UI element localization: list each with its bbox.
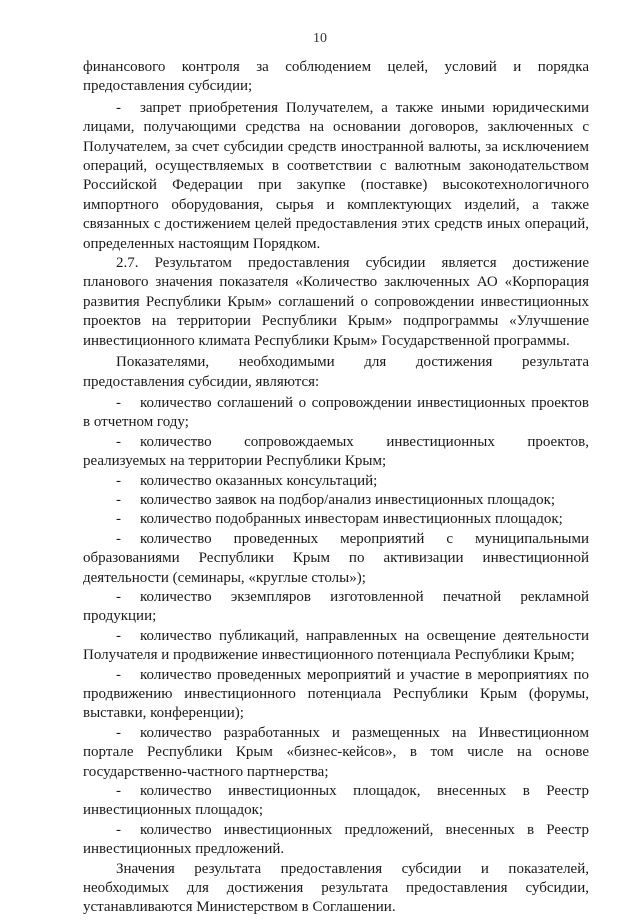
list-item-text: количество проведенных мероприятий и участие в мероприятиях по продвижению инвестиционного потенциала Республики Крым (форумы, выставки, конференции);: [83, 666, 589, 722]
paragraph-indicators: Показателями, необходимыми для достижения результата предоставления субсидии, являются:: [83, 354, 589, 390]
dash-marker: -: [116, 530, 121, 547]
dash-marker: -: [116, 472, 121, 489]
list-item: [83, 821, 589, 860]
document-body: [83, 58, 589, 920]
dash-marker: -: [116, 627, 121, 644]
dash-marker: -: [116, 433, 121, 450]
dash-marker: -: [116, 491, 121, 508]
dash-marker: -: [116, 666, 121, 683]
list-item-text: количество разработанных и размещенных на Инвестиционном портале Республики Крым «бизнес-кейсов», в том числе на основе государственно-частного партнерства;: [83, 724, 589, 780]
list-item: [83, 472, 589, 491]
list-item-text: количество соглашений о сопровождении инвестиционных проектов в отчетном году;: [83, 394, 589, 431]
list-item: [83, 491, 589, 510]
list-restrictions: [83, 99, 589, 254]
list-item-text: количество оказанных консультаций;: [140, 472, 378, 489]
list-item: [83, 433, 589, 472]
list-item-text: количество публикаций, направленных на освещение деятельности Получателя и продвижение инвестиционного потенциала Республики Крым;: [83, 627, 589, 664]
list-item: [83, 724, 589, 782]
paragraph-2-7: 2.7. Результатом предоставления субсидии является достижение планового значения показателя «Количество заключенных АО «Корпорация развития Республики Крым» соглашений о сопровождении инвестиционных проектов на территории Республики Крым» подпрограммы «Улучшение инвестиционного климата Республики Крым» Государственной программы.: [83, 255, 589, 349]
dash-marker: -: [116, 821, 121, 838]
list-item-text: количество заявок на подбор/анализ инвестиционных площадок;: [140, 491, 556, 508]
paragraph-control: финансового контроля за соблюдением целей, условий и порядка предоставления субсидии;: [83, 59, 589, 95]
list-indicators: [83, 394, 589, 860]
list-item: [83, 782, 589, 821]
list-item: [83, 510, 589, 529]
list-item: [83, 666, 589, 724]
paragraph-final: Значения результата предоставления субсидии и показателей, необходимых для достижения результата предоставления субсидии, устанавливаются Министерством в Соглашении.: [83, 860, 589, 916]
list-item-text: количество экземпляров изготовленной печатной рекламной продукции;: [83, 588, 589, 625]
list-item-text: запрет приобретения Получателем, а также иными юридическими лицами, получающими средства на основании договоров, заключенных с Получателем, за счет субсидии средств иностранной валюты, за исключением операций, осуществляемых в соответствии с валютным законодательством Российской Федерации при закупке (поставке) высокотехнологичного импортного оборудования, сырья и комплектующих изделий, а также связанных с достижением целей предоставления этих средств иных операций, определенных настоящим Порядком.: [83, 99, 589, 252]
page-number: 10: [313, 31, 327, 46]
list-item: [83, 394, 589, 433]
list-item-text: количество сопровождаемых инвестиционных проектов, реализуемых на территории Республики Крым;: [83, 433, 589, 470]
list-item: [83, 588, 589, 627]
list-item: [83, 627, 589, 666]
list-item-text: количество проведенных мероприятий с муниципальными образованиями Республики Крым по активизации инвестиционной деятельности (семинары, «круглые столы»);: [83, 530, 589, 586]
dash-marker: -: [116, 724, 121, 741]
list-item: [83, 99, 589, 254]
dash-marker: -: [116, 588, 121, 605]
list-item: [83, 530, 589, 588]
dash-marker: -: [116, 511, 121, 528]
list-item-text: количество инвестиционных предложений, внесенных в Реестр инвестиционных предложений.: [83, 821, 589, 858]
dash-marker: -: [116, 783, 121, 800]
list-item-text: количество инвестиционных площадок, внесенных в Реестр инвестиционных площадок;: [83, 783, 589, 819]
dash-marker: -: [116, 99, 121, 116]
list-item-text: количество подобранных инвесторам инвестиционных площадок;: [140, 511, 563, 528]
dash-marker: -: [116, 394, 121, 411]
